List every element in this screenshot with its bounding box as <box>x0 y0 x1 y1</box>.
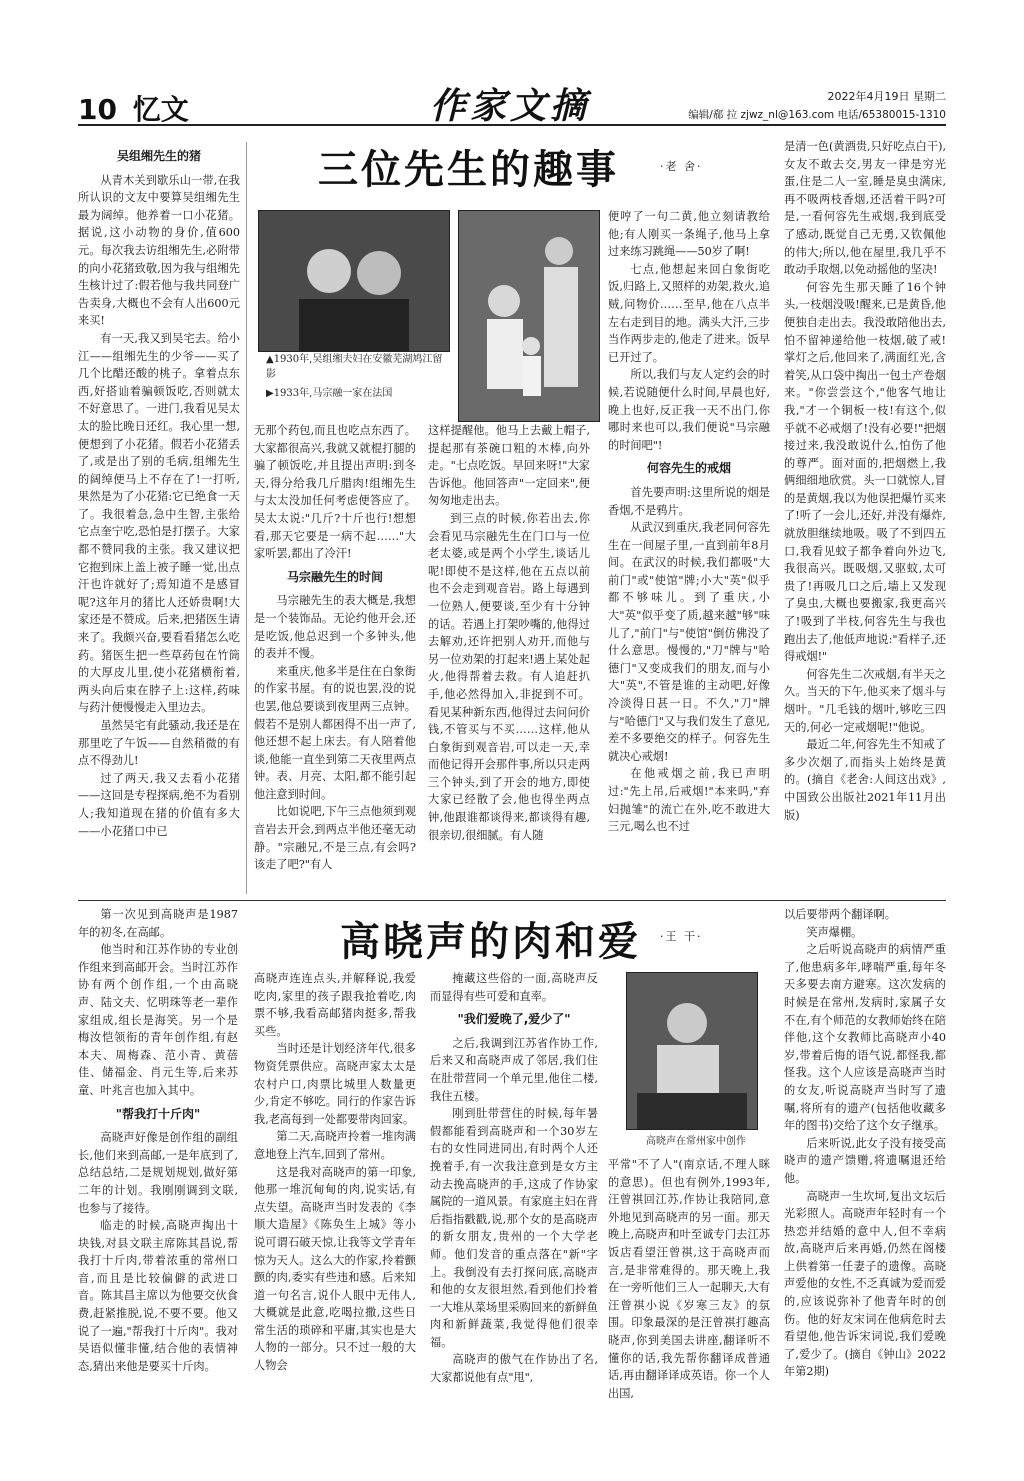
author-portrait-icon <box>627 973 757 1129</box>
photo-wu-couple <box>258 210 450 352</box>
subheading: 何容先生的戒烟 <box>646 461 731 476</box>
paragraph: 便哼了一句二黄,他立刻请教给他;有人刚买一条绳子,他马上拿过来练习跳绳——50岁了啊! <box>608 210 770 259</box>
paragraph: 何容先生那天睡了16个钟头,一枝烟没吸!醒来,已是黄昏,他便独自走出去。我没敢陪他出去,怕不留神递给他一枝烟,破了戒!掌灯之后,他回来了,满面红光,含着笑,从口袋中掏出一包土产卷烟来。"你尝尝这个,"他客气地让我,"才一个铜板一枝!有这个,似乎就不必戒烟了!没有必要!"把烟接过来,我没敢说什么,怕伤了他的尊严。面对面的,把烟燃上,我俩细细地欣赏。头一口就惊人,冒的是黄烟,我以为他误把爆竹买来了!听了一会儿,还好,并没有爆炸,就放胆继续地吸。吸了不到四五口,我看见蚊子都争着向外边飞,我很高兴。既吸烟,又驱蚊,太可贵了!再吸几口之后,墙上又发现了臭虫,大概也要搬家,我更高兴了!吸到了半枝,何容先生与我也跑出去了,他低声地说:"看样子,还得戒烟!" <box>784 280 946 664</box>
article2-column-3 <box>430 970 598 1406</box>
photo-ma-family <box>458 210 600 422</box>
paragraph: 到三点的时候,你若出去,你会看见马宗融先生在门口与一位老太婆,或是两个小学生,谈话儿呢!即使不是这样,他在五点以前也不会走到观音岩。路上每遇到一位熟人,便要谈,至少有十分钟的话。若遇上打架吵嘴的,他得过去解劝,还许把别人劝开,而他与另一位劝架的打起来!遇上某处起火,他得帮着去救。有人追赶扒手,他必然得加入,非捉到不可。看见某种新东西,他得过去问问价钱,不管买与不买……这样,他从白象街到观音岩,可以走一天,幸而他记得开会那件事,所以只走两三个钟头,到了开会的地方,即使大家已经散了会,他也得坐两点钟,他跟谁都谈得来,都谈得有趣,很亲切,很细腻。有人随 <box>428 511 590 842</box>
subheading: "我们爱晚了,爱少了" <box>457 1012 571 1027</box>
paragraph: 马宗融先生的表大概是,我想是一个装饰品。无论约他开会,还是吃饭,他总迟到一个多钟头,他的表并不慢。 <box>254 594 416 661</box>
photo3-caption: 高晓声在常州家中创作 <box>646 1136 746 1147</box>
paragraph: 从青木关到歇乐山一带,在我所认识的文友中要算吴组缃先生最为阔绰。他养着一口小花猪。据说,这小动物的身价,值600元。每次我去访组缃先生,必附带的向小花猪致敬,因为我与组缃先生核计过了:假若他与我共同登广告卖身,大概也不会有人出600元来买! <box>78 173 240 328</box>
paragraph: 比如说吧,下午三点他须到观音岩去开会,到两点半他还毫无动静。"宗融兄,不是三点,有会吗?该走了吧?"有人 <box>254 805 416 872</box>
article1-title: 三位先生的趣事 <box>318 146 619 193</box>
subheading: "帮我打十斤肉" <box>115 1106 201 1121</box>
article1-column-5 <box>784 138 946 894</box>
paragraph: 有一天,我又到吴宅去。给小江——组缃先生的少爷——买了几个比醋还酸的桃子。拿着点东西,好搭讪着骗顿饭吃,否则就太不好意思了。一进门,我看见吴太太的脸比晚日还红。我心里一想,便想到了小花猪。假若小花猪丢了,或是出了别的毛病,组缃先生的阔绰便马上不存在了!一打听,果然是为了小花猪:它已绝食一天了。我很着急,急中生智,主张给它点奎宁吃,恐怕是打摆子。大家都不赞同我的主张。我又建议把它抱到床上盖上被子睡一觉,出点汗也许就好了;焉知道不是感冒呢?这年月的猪比人还娇贵啊!大家还是不赞成。后来,把猪医生请来了。我颇兴奋,要看看猪怎么吃药。猪医生把一些草药包在竹筒的大厚皮儿里,使小花猪横衔着,两头向后束在脖子上:这样,药味与药汁便慢慢走入里边去。 <box>78 331 240 715</box>
paragraph: 过了两天,我又去看小花猪——这回是专程探病,绝不为看别人;我知道现在猪的价值有多大——小花猪口中已 <box>78 771 240 838</box>
article1-author: ·老 舍· <box>660 160 703 173</box>
paragraph: 掩藏这些俗的一面,高晓声反而显得有些可爱和直率。 <box>430 972 598 1003</box>
article2-author: ·王 干· <box>660 930 703 943</box>
paragraph: 从武汉到重庆,我老同何容先生在一间屋子里,一直到前年8月间。在武汉的时候,我们都吸"大前门"或"使馆"牌;小大"英"似乎都不够味儿。到了重庆,小大"英"似乎变了质,越来越"够"味儿了,"前门"与"使馆"倒仿佛没了什么意思。慢慢的,"刀"牌与"哈德门"又变成我们的朋友,而与小大"英",不管是谁的主动吧,好像冷淡得日甚一日。不久,"刀"牌与"哈德门"又与我们发生了意见,差不多要绝交的样子。何容先生就决心戒烟! <box>608 521 770 763</box>
issue-date: 2022年4月19日 星期二 <box>827 90 946 103</box>
paragraph: 后来听说,此女子没有接受高晓声的遗产馈赠,将遗嘱退还给他。 <box>784 1136 946 1185</box>
article2-column-5 <box>784 906 946 1406</box>
photo2-caption: ▶1933年,马宗融一家在法国 <box>266 388 393 399</box>
article1-column-4 <box>608 208 770 894</box>
section-title: 忆文 <box>132 93 189 126</box>
article2-column-2 <box>254 970 416 1406</box>
paragraph: 笑声爆棚。 <box>806 925 863 939</box>
paragraph: 高晓声的傲气在作协出了名,大家都说他有点"甩", <box>430 1353 598 1385</box>
paragraph: 在他戒烟之前,我已声明过:"先上吊,后戒烟!"本来吗,"弃妇抛雏"的流亡在外,吃不敢进大三元,喝么也不过 <box>608 767 770 834</box>
paragraph: 高晓声连连点头,并解释说,我爱吃肉,家里的孩子跟我抢着吃,肉票不够,我看高邮猪肉挺多,帮我买些。 <box>254 972 416 1038</box>
article1-column-2 <box>254 422 416 894</box>
article1-column-1 <box>78 142 240 894</box>
paragraph: 第二天,高晓声拎着一堆肉满意地登上汽车,回到了常州。 <box>254 1130 416 1161</box>
paragraph: 高晓声一生坎坷,复出文坛后光彩照人。高晓声年轻时有一个热恋并结婚的意中人,但不幸病故,高晓声后来再婚,仍然在阁楼上供着第一任妻子的遗像。高晓声爱他的女性,不乏真诚为爱而爱的,应该说弥补了他青年时的创伤。他的好友宋词在他病危时去看望他,他告诉宋词说,我们爱晚了,爱少了。(摘自《钟山》2022年第2期) <box>784 1189 946 1379</box>
paragraph: 这是我对高晓声的第一印象,他那一堆沉甸甸的肉,说实话,有点失望。高晓声当时发表的《李顺大造屋》《陈奂生上城》等小说可谓石破天惊,让我等文学青年惊为天人。这么大的作家,拎着颤颤的肉,委实有些违和感。后来知道一句名言,说仆人眼中无伟人,大概就是此意,吃喝拉撒,这些日常生活的琐碎和平庸,其实也是大人物的一部分。只不过一般的大人物会 <box>254 1165 416 1373</box>
paragraph: 平常"不了人"(南京话,不理人眯的意思)。但也有例外,1993年,汪曾祺回江苏,作协让我陪同,意外地见到高晓声的另一面。那天晚上,高晓声和叶至诚专门去江苏饭店看望汪曾祺,这于高晓声而言,是非常难得的。那天晚上,我在一旁听他们三人一起聊天,大有汪曾祺小说《岁寒三友》的氛围。印象最深的是汪曾祺打趣高晓声,你到美国去讲座,翻译听不懂你的话,我先帮你翻译成普通话,再由翻译译成英语。你一个人出国, <box>608 1158 770 1400</box>
page-number: 10 <box>78 93 117 126</box>
paragraph: 来重庆,他多半是住在白象街的作家书屋。有的说也罢,没的说也罢,他总要谈到夜里两三点钟。假若不是别人都困得不出一声了,他还想不起上床去。有人陪着他谈,他能一直坐到第二天夜里两点钟。表、月亮、太阳,都不能引起他注意到时间。 <box>254 664 416 801</box>
paragraph: 临走的时候,高晓声掏出十块钱,对县文联主席陈其昌说,帮我打十斤肉,带着浓重的常州口音,而且是比较偏僻的武进口音。陈其昌主席以为他要交伙食费,赶紧推脱,说,不要不要。他又说了一遍,"帮我打十斤肉"。我对吴语似懂非懂,结合他的表情神态,猜出来他是要买十斤肉。 <box>78 1219 238 1373</box>
paragraph: 何容先生二次戒烟,有半天之久。当天的下午,他买来了烟斗与烟叶。"几毛钱的烟叶,够吃三四天的,何必一定戒烟呢!"他说。 <box>784 667 946 734</box>
paragraph: 首先要声明:这里所说的烟是香烟,不是鸦片。 <box>608 485 770 517</box>
article2-column-1 <box>78 906 238 1406</box>
article2-column-4 <box>608 1156 770 1406</box>
subheading: 吴组缃先生的猪 <box>116 149 201 163</box>
article2-title: 高晓声的肉和爱 <box>340 918 641 965</box>
paragraph: 之后,我调到江苏省作协工作,后来又和高晓声成了邻居,我们住在肚带营同一个单元里,他住二楼,我住五楼。 <box>430 1036 598 1103</box>
paragraph: 高晓声好像是创作组的副组长,他们来到高邮,一是年底到了,总结总结,二是规划规划,做好第二年的计划。我刚刚调到文联,也参与了接待。 <box>78 1131 238 1215</box>
editor-info: 编辑/郗 拉 zjwz_nl@163.com 电话/65380015-1310 <box>688 109 946 121</box>
family-photo-icon <box>459 211 599 421</box>
paragraph: 以后要带两个翻译啊。 <box>784 908 896 921</box>
paragraph: 当时还是计划经济年代,很多物资凭票供应。高晓声家太太是农村户口,肉票比城里人数量更少,肯定不够吃。同行的作家告诉我,老高每到一处都要带肉回家。 <box>254 1042 416 1126</box>
paragraph: 是清一色(黄酒贵,只好吃点白干),女友不敢去交,男友一律是穷光蛋,住是二人一室,睡是臭虫满床,再不吸两枝香烟,还活着干吗?可是,一看何容先生戒烟,我到底受了感动,既觉自己无勇,又钦佩他的伟大;所以,他在屋里,我几乎不敢动手取烟,以免动摇他的坚决! <box>784 140 946 277</box>
paragraph: 这样提醒他。他马上去戴上帽子,提起那有茶碗口粗的木棒,向外走。"七点吃饭。早回来呀!"大家告诉他。他回答声"一定回来",便匆匆地走出去。 <box>428 424 590 508</box>
column-divider <box>246 142 247 894</box>
paragraph: 之后听说高晓声的病情严重了,他患病多年,哮喘严重,每年冬天多要去南方避寒。这次发病的时候是在常州,发病时,家属子女不在,有个师范的女教师始终在陪伴他,这个女教师比高晓声小40岁,带着后悔的语气说,都怪我,都怪我。这个人应该是高晓声当时的女友,听说高晓声当时写了遗嘱,将所有的遗产(包括他收藏多年的图书)交给了这个女子继承。 <box>784 943 946 1133</box>
paragraph: 七点,他想起来回白象街吃饭,归路上,又照样的劝架,救火,追贼,问物价……至早,他在八点半左右走到目的地。满头大汗,三步当作两步走的,他走了进来。饭早已开过了。 <box>608 262 770 364</box>
paragraph: 所以,我们与友人定约会的时候,若说随便什么时间,早晨也好,晚上也好,反正我一天不出门,你哪时来也可以,我们便说"马宗融的时间吧"! <box>608 368 770 452</box>
paragraph: 虽然吴宅有此骚动,我还是在那里吃了午饭——自然稍微的有点不得劲儿! <box>78 719 240 768</box>
portrait-image-icon <box>259 211 449 351</box>
article-divider <box>78 900 946 901</box>
header-rule <box>78 124 946 126</box>
paragraph: 他当时和江苏作协的专业创作组来到高邮开会。当时江苏作协有两个创作组,一个由高晓声、陆文夫、忆明珠等老一辈作家组成,组长是海笑。另一个是梅汝恺领衔的青年创作组,有赵本夫、周梅森、范小青、黄蓓佳、储福金、肖元生等,后来苏童、叶兆言也加入其中。 <box>78 943 238 1097</box>
paragraph: 刚到肚带营住的时候,每年暑假都能看到高晓声和一个30岁左右的女性同进同出,有时两个人还挽着手,有一次我注意到是女方主动去挽高晓声的手,这成了作协家属院的一道风景。有家庭主妇在背后指指戳戳,说,那个女的是高晓声的新女朋友,贵州的一个大学老师。他们发音的重点落在"新"字上。我倒没有去打探问底,高晓声和他的女友很坦然,看到他们拎着一大堆从菜场里采购回来的新鲜鱼肉和新鲜蔬菜,我觉得他们很幸福。 <box>430 1107 598 1349</box>
article1-column-3 <box>428 422 590 894</box>
paragraph: 无那个药包,而且也吃点东西了。大家都很高兴,我就又就棍打腿的骗了顿饭吃,并且提出声明:到冬天,得分给我几斤腊肉!组缃先生与太太没加任何考虑便答应了。吴太太说:"几斤?十斤也行!想想看,那天它要是一病不起……"大家听罢,都出了冷汗! <box>254 424 416 561</box>
photo1-caption: ▲1930年,吴组缃夫妇在安徽芜湖鸠江留影 <box>266 354 443 380</box>
masthead: 作家文摘 <box>430 85 591 127</box>
photo-gao-xiaosheng <box>626 972 758 1130</box>
page-number-section <box>78 88 189 128</box>
paragraph: 第一次见到高晓声是1987年的初冬,在高邮。 <box>78 908 238 939</box>
paragraph: 最近二年,何容先生不知戒了多少次烟了,而指头上始终是黄的。(摘自《老舍:人间这出戏》,中国致公出版社2021年11月出版) <box>784 738 946 822</box>
subheading: 马宗融先生的时间 <box>286 569 383 584</box>
